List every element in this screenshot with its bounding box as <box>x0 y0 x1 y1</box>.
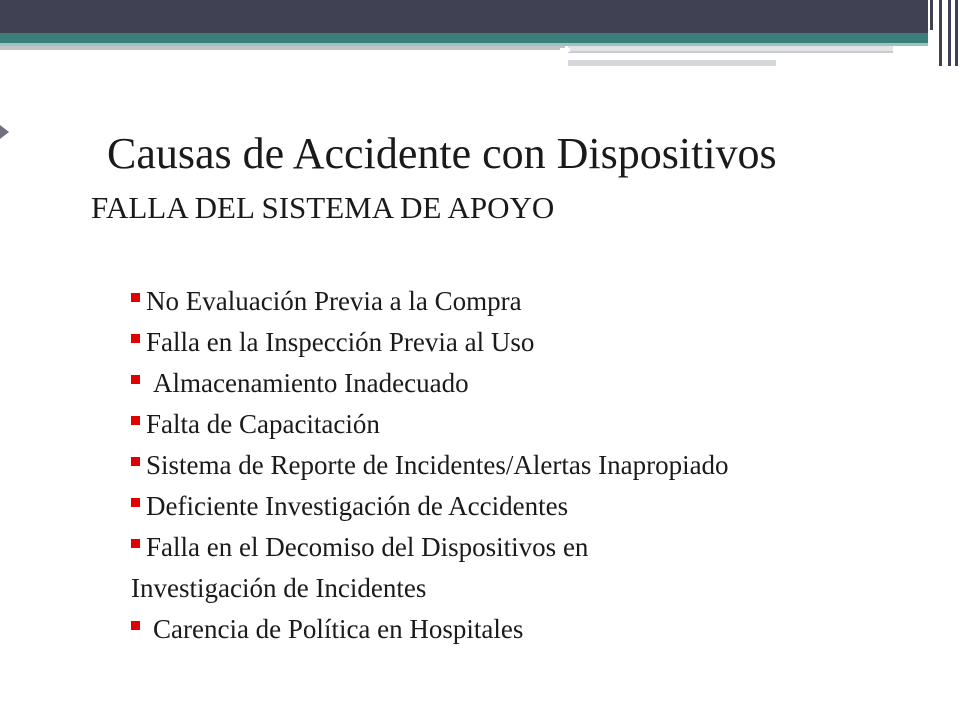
list-item <box>131 322 931 363</box>
square-bullet-icon <box>131 334 140 343</box>
list-item <box>131 609 931 650</box>
slide-title: Causas de Accidente con Dispositivos <box>107 129 777 178</box>
list-item <box>131 486 931 527</box>
slide-subtitle: FALLA DEL SISTEMA DE APOYO <box>91 190 555 225</box>
list-item <box>131 527 731 609</box>
square-bullet-icon <box>131 457 140 466</box>
square-bullet-icon <box>131 621 140 630</box>
square-bullet-icon <box>131 498 140 507</box>
header-rule-gap <box>560 48 570 52</box>
square-bullet-icon <box>131 416 140 425</box>
header-vertical-bar <box>930 0 933 30</box>
header-rule-left <box>0 46 565 50</box>
header-vertical-bar <box>939 0 942 66</box>
bullet-text: Carencia de Política en Hospitales <box>153 614 524 644</box>
header-rule-right-thin <box>568 51 893 53</box>
bullet-text: Falta de Capacitación <box>146 409 380 439</box>
square-bullet-icon <box>131 293 140 302</box>
bullet-text: Deficiente Investigación de Accidentes <box>146 491 569 521</box>
list-item <box>131 445 931 486</box>
bullet-text: Falla en el Decomiso del Dispositivos en Investigación de Incidentes <box>131 532 589 603</box>
list-item <box>131 404 931 445</box>
triangle-pointer-icon <box>0 125 10 139</box>
square-bullet-icon <box>131 539 140 548</box>
bullet-text: Almacenamiento Inadecuado <box>153 368 469 398</box>
square-bullet-icon <box>131 375 140 384</box>
header-vertical-bar <box>948 0 951 66</box>
header-rule-lower <box>568 60 776 66</box>
bullet-text: No Evaluación Previa a la Compra <box>146 286 522 316</box>
header-band-teal <box>0 33 928 43</box>
list-item <box>131 363 931 404</box>
bullet-text: Falla en la Inspección Previa al Uso <box>146 327 535 357</box>
bullet-text: Sistema de Reporte de Incidentes/Alertas Inapropiado <box>146 450 729 480</box>
list-item <box>131 281 931 322</box>
header-band-dark <box>0 0 928 33</box>
header-vertical-bar <box>955 0 958 66</box>
bullet-list <box>131 281 931 650</box>
